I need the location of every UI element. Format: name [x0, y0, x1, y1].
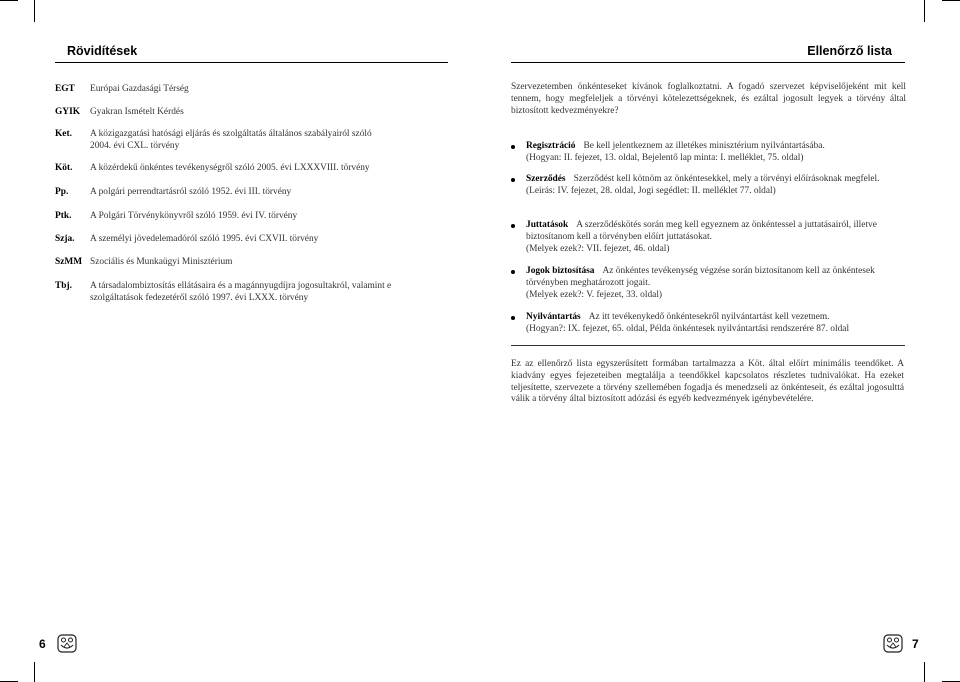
abbreviation-value: A Polgári Törvénykönyvről szóló 1959. évi IV. törvény: [90, 211, 298, 221]
abbreviation-value: A közérdekű önkéntes tevékenységről szóló 2005. évi LXXXVIII. törvény: [90, 163, 370, 173]
abbreviation-value: Gyakran Ismételt Kérdés: [90, 107, 184, 117]
bullet-icon: [511, 270, 515, 274]
abbreviation-key: Tbj.: [55, 281, 72, 291]
abbreviation-key: SzMM: [55, 257, 83, 267]
left-page-title: Rövidítések: [67, 44, 138, 58]
abbreviation-key: Szja.: [55, 234, 75, 244]
checklist-term: Szerződés: [526, 174, 566, 184]
section-divider: [511, 345, 905, 346]
abbreviation-value: A közigazgatási hatósági eljárás és szolgáltatás általános szabályairól szóló 2004. évi CXL. törvény: [90, 129, 372, 151]
abbreviation-value: Európai Gazdasági Térség: [90, 84, 189, 94]
ornament-logo-icon: [883, 634, 903, 653]
abbreviation-key: Pp.: [55, 187, 69, 197]
abbreviation-key: Ptk.: [55, 211, 72, 221]
checklist-reference: (Leírás: IV. fejezet, 28. oldal, Jogi segédlet: II. melléklet 77. oldal): [526, 185, 776, 196]
header-rule: [511, 62, 905, 63]
abbreviation-key: EGT: [55, 84, 75, 94]
checklist-text: Az itt tevékenykedő önkéntesekről nyilvántartást kell vezetnem.: [588, 312, 830, 322]
checklist-term: Regisztráció: [526, 141, 576, 151]
checklist-term: Nyilvántartás: [526, 312, 581, 322]
bullet-icon: [511, 224, 515, 228]
crop-mark: [942, 0, 960, 1]
checklist-intro: Szervezetemben önkénteseket kívánok foglalkoztatni. A fogadó szervezet képviselőjeként mit kell tennem, hogy megfeleljek a törvényi kötelezettségeknek, és ezáltal jogosult legyek a törvény által biztosított kedvezményekre?: [511, 82, 906, 116]
abbreviation-value: Szociális és Munkaügyi Minisztérium: [90, 257, 233, 267]
checklist-reference: (Hogyan?: IX. fejezet, 65. oldal, Példa önkéntesek nyilvántartási rendszerére 87. oldal: [526, 323, 850, 334]
header-rule: [55, 62, 448, 63]
checklist-term: Juttatások: [526, 220, 569, 230]
abbreviation-key: Köt.: [55, 163, 73, 173]
left-page-number: 6: [39, 637, 46, 651]
right-page-title: Ellenőrző lista: [807, 44, 892, 58]
checklist-text: Szerződést kell kötnöm az önkéntesekkel, mely a törvényi előírásoknak megfelel.: [573, 174, 880, 184]
crop-mark: [924, 0, 925, 22]
checklist-reference: (Melyek ezek?: VII. fejezet, 46. oldal): [526, 243, 670, 254]
checklist-reference: (Hogyan: II. fejezet, 13. oldal, Bejelentő lap minta: I. melléklet, 75. oldal): [526, 152, 804, 163]
crop-mark: [0, 0, 18, 1]
crop-mark: [34, 0, 35, 22]
abbreviation-key: GYIK: [55, 107, 81, 117]
abbreviation-key: Ket.: [55, 129, 72, 139]
bullet-icon: [511, 178, 515, 182]
ornament-logo-icon: [57, 634, 77, 653]
checklist-text: Be kell jelentkeznem az illetékes minisztérium nyilvántartásába.: [583, 141, 825, 151]
checklist-outro: Ez az ellenőrző lista egyszerűsített formában tartalmazza a Köt. által előírt minimális teendőket. A kiadvány egyes fejezeteiben megtalálja a teendőkkel kapcsolatos részletes tudnivalókat. Ha ezeket teljesítette, szervezete a törvény szellemében fogadja és menedzseli az önkénteseit, és ezáltal jogosulttá válik a törvény által biztosított adózási és egyéb kedvezmények igénybevételére.: [511, 359, 904, 405]
bullet-icon: [511, 145, 515, 149]
crop-mark: [924, 662, 925, 682]
abbreviation-value: A személyi jövedelemadóról szóló 1995. évi CXVII. törvény: [90, 234, 319, 244]
checklist-term: Jogok biztosítása: [526, 266, 595, 276]
abbreviation-value: A polgári perrendtartásról szóló 1952. évi III. törvény: [90, 187, 292, 197]
right-page-number: 7: [912, 637, 919, 651]
checklist-text: Az önkéntes tevékenység végzése során biztosítanom kell az önkéntesek törvényben meghatározott jogait.: [526, 266, 875, 288]
crop-mark: [34, 662, 35, 682]
abbreviation-value: A társadalombiztosítás ellátásaira és a magánnyugdíjra jogosultakról, valamint e szolgáltatások fedezetéről szóló 1997. évi LXXX. törvény: [90, 281, 392, 303]
bullet-icon: [511, 316, 515, 320]
checklist-text: A szerződéskötés során meg kell egyeznem az önkéntessel a juttatásairól, illetve biztosítanom kell a törvényben előírt juttatásokat.: [526, 220, 877, 242]
checklist-reference: (Melyek ezek?: V. fejezet, 33. oldal): [526, 289, 663, 300]
